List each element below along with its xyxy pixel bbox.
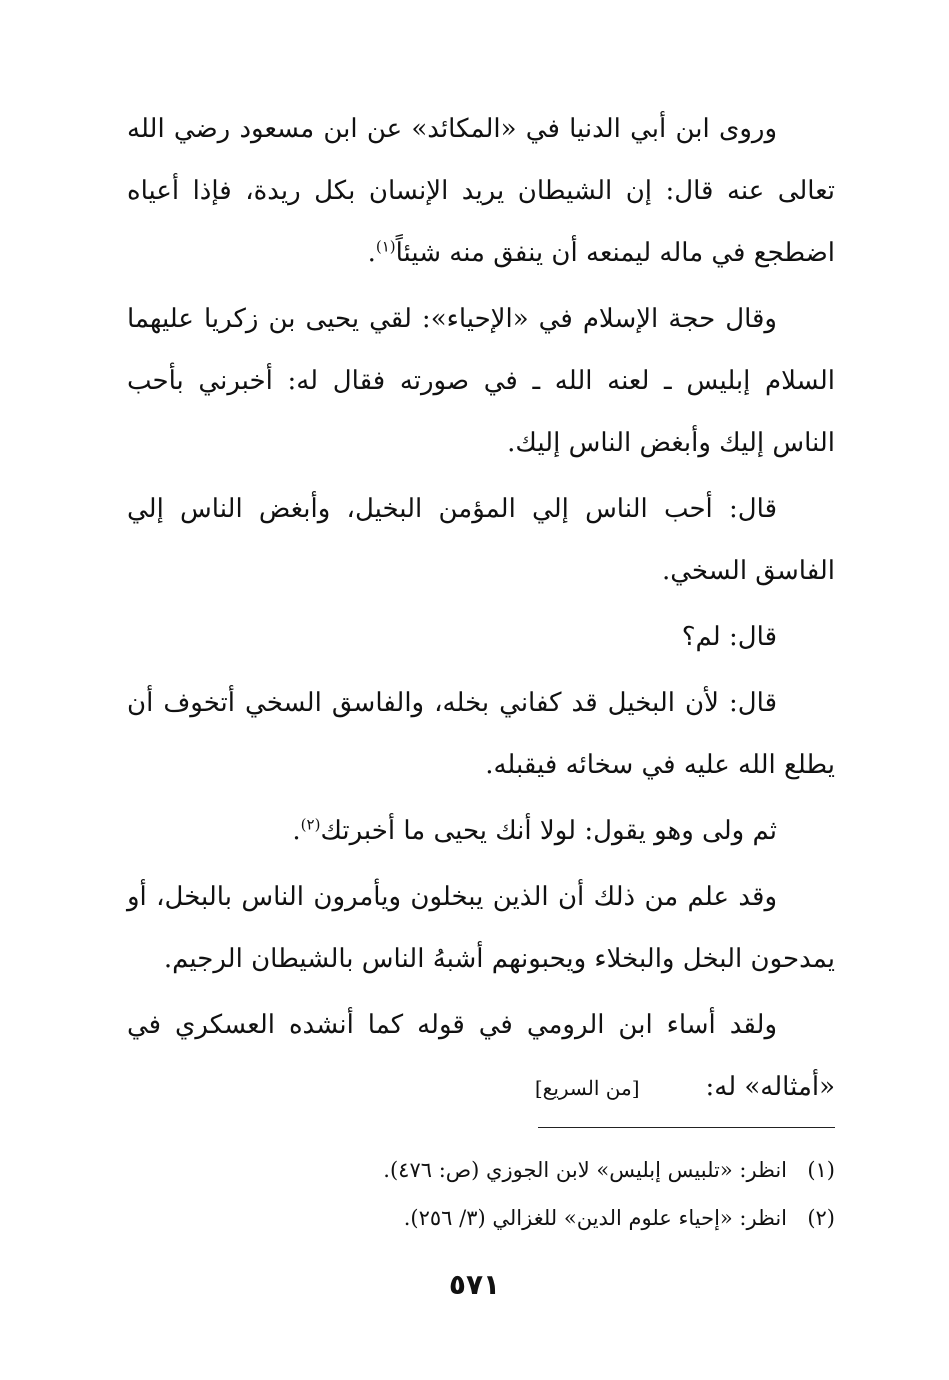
main-text [127,98,835,1123]
footnote-number: (٢) [807,1206,835,1230]
footnote-text: انظر: «إحياء علوم الدين» للغزالي (٣/ ٢٥٦). [403,1206,787,1230]
paragraph-ibn-rumi: ولقد أساء ابن الرومي في قوله كما أنشده العسكري في «أمثاله» له:[من السريع] [127,994,835,1119]
paragraph-question: قال: لم؟ [681,622,777,652]
poetic-meter-label: [من السريع] [534,1076,640,1100]
footnote-number: (١) [807,1158,835,1182]
page-number: ٥٧١ [448,1268,501,1301]
paragraph-reason: قال: لأن البخيل قد كفاني بخله، والفاسق السخي أتخوف أن يطلع الله عليه في سخائه فيقبله. [127,688,835,780]
footnote-1 [127,1146,835,1194]
footnotes [127,1146,835,1242]
footnote-separator [538,1127,835,1128]
footnote-ref-1[interactable]: (١) [375,237,396,256]
paragraph-ibn-masud: وروى ابن أبي الدنيا في «المكائد» عن ابن مسعود رضي الله تعالى عنه قال: إن الشيطان يريد الإنسان بكل ريدة، فإذا أعياه اضطجع في ماله ليمنعه أن ينفق منه شيئاً$^{(١)}$. [127,114,835,268]
paragraph-iblis-answer: قال: أحب الناس إلي المؤمن البخيل، وأبغض الناس إلي الفاسق السخي. [127,494,835,586]
paragraph-conclusion: وقد علم من ذلك أن الذين يبخلون ويأمرون الناس بالبخل، أو يمدحون البخل والبخلاء ويحبونهم أشبهُ الناس بالشيطان الرجيم. [127,882,835,974]
paragraph-ihya: وقال حجة الإسلام في «الإحياء»: لقي يحيى بن زكريا عليهما السلام إبليس ـ لعنه الله ـ في صورته فقال له: أخبرني بأحب الناس إليك وأبغض الناس إليك. [127,304,836,458]
footnote-ref-2[interactable]: (٢) [300,815,321,834]
footnote-text: انظر: «تلبيس إبليس» لابن الجوزي (ص: ٤٧٦). [383,1158,787,1182]
paragraph-departure: ثم ولى وهو يقول: لولا أنك يحيى ما أخبرتك$^{(٢)}$. [292,815,777,846]
footnote-2 [127,1194,835,1242]
